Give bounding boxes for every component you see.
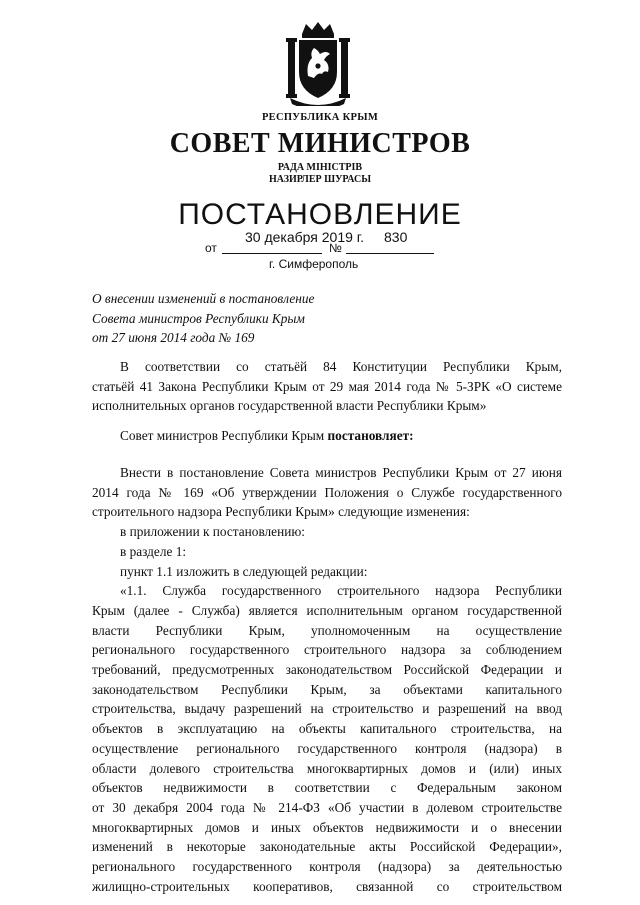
text-line: Крым (далее - Служба) является исполнительным органом государственной	[92, 602, 562, 618]
council-name-crimean-tatar: НАЗИРЛЕР ШУРАСЫ	[268, 174, 372, 185]
text-line: многоквартирных домов и иных объектов недвижимости и о внесении	[92, 819, 562, 835]
text-line: власти Республики Крым, уполномоченным на осуществление	[92, 622, 562, 638]
text-line: строительного надзора Республики Крым» следующие изменения:	[92, 504, 470, 520]
preamble-paragraph	[92, 357, 562, 416]
text-line: регионального государственного контроля (надзора) за деятельностью	[92, 859, 562, 875]
text-line: в приложении к постановлению:	[120, 524, 305, 540]
subject-line: от 27 июня 2014 года № 169	[92, 330, 255, 346]
body-text	[92, 463, 562, 896]
text-line: законодательством Республики Крым, за объектами капитального	[92, 681, 562, 697]
decree-title: ПОСТАНОВЛЕНИЕ	[178, 198, 462, 231]
resolution-keyword: постановляет:	[327, 428, 414, 443]
text-line: «1.1. Служба государственного строительного надзора Республики	[120, 583, 562, 599]
text-line: объектов в эксплуатацию на объекты капитального строительства, на	[92, 721, 562, 737]
decree-subject	[92, 289, 314, 348]
subject-line: О внесении изменений в постановление	[92, 291, 315, 306]
text-line: жилищно-строительных кооперативов, связанной со строительством	[92, 878, 562, 894]
text-line: от 30 декабря 2004 года № 214-ФЗ «Об участии в долевом строительстве	[92, 799, 562, 815]
council-name-ukrainian: РАДА МІНІСТРІВ	[277, 162, 363, 173]
text-line: статьёй 41 Закона Республики Крым от 29 мая 2014 года № 5-ЗРК «О системе	[92, 378, 562, 394]
city: г. Симферополь	[269, 257, 359, 271]
number-underline	[346, 253, 434, 254]
date-underline	[222, 253, 322, 254]
text-line: осуществление регионального государственного контроля (надзора) в	[92, 740, 562, 756]
text-line: требований, предусмотренных законодательством Российской Федерации и	[92, 662, 562, 678]
text-line: 2014 года № 169 «Об утверждении Положения о Службе государственного	[92, 484, 562, 500]
decree-date: 30 декабря 2019 г.	[245, 229, 365, 245]
text-line: В соответствии со статьёй 84 Конституции Республики Крым,	[120, 359, 562, 374]
council-name: СОВЕТ МИНИСТРОВ	[169, 128, 471, 159]
text-line: регионального государственного строительного надзора за соблюдением	[92, 642, 562, 658]
coat-of-arms-icon	[282, 20, 354, 106]
decree-number: 830	[384, 229, 408, 245]
text-line: строительства, выдачу разрешений на строительство и разрешений на ввод	[92, 701, 562, 717]
resolution-prefix: Совет министров Республики Крым	[120, 428, 328, 443]
republic-name: РЕСПУБЛИКА КРЫМ	[261, 112, 379, 123]
text-line: объектов недвижимости в соответствии с Федеральным законом	[92, 780, 562, 796]
text-line: области долевого строительства многоквартирных домов и (или) иных	[92, 760, 562, 776]
resolution-line	[92, 426, 562, 446]
date-number-line	[205, 241, 435, 257]
subject-line: Совета министров Республики Крым	[92, 310, 305, 326]
text-line: пункт 1.1 изложить в следующей редакции:	[120, 563, 368, 579]
from-label: от	[205, 241, 217, 255]
text-line: в разделе 1:	[120, 543, 187, 559]
text-line: исполнительных органов государственной власти Республики Крым»	[92, 398, 487, 414]
text-line: изменений в некоторые законодательные акты Российской Федерации»,	[92, 839, 562, 855]
number-label: №	[329, 241, 342, 255]
text-line: Внести в постановление Совета министров Республики Крым от 27 июня	[120, 465, 562, 480]
